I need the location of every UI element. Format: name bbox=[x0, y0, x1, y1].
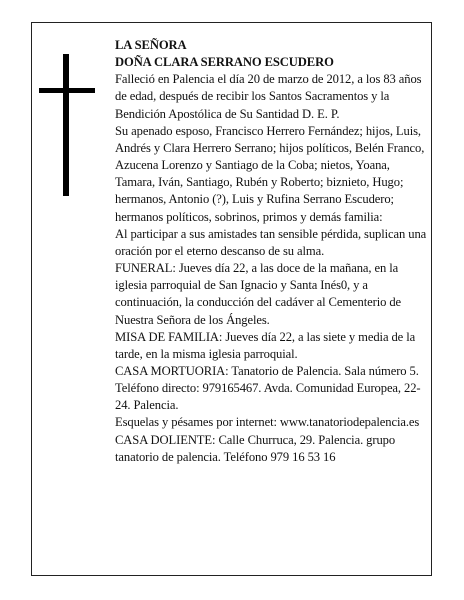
family-paragraph: Su apenado esposo, Francisco Herrero Fernández; hijos, Luis, Andrés y Clara Herrero Serrano; hijos políticos, Belén Franco, Azucena Lorenzo y Santiago de la Coba; nietos, Yoana, Tamara, Iván, Santiago, Rubén y Roberto; biznieto, Hugo; hermanos, Antonio (?), Luis y Rufina Serrano Escudero; hermanos políticos, sobrinos, primos y demás familia: bbox=[115, 123, 425, 224]
funeral-home-paragraph: CASA MORTUORIA: Tanatorio de Palencia. Sala número 5. Teléfono directo: 979165467. Avda. Comunidad Europea, 22-24. Palencia. bbox=[115, 363, 421, 413]
notice-title: LA SEÑORA bbox=[115, 38, 187, 52]
cross-icon bbox=[39, 54, 95, 196]
online-condolences-paragraph: Esquelas y pésames por internet: www.tanatoriodepalencia.es bbox=[115, 415, 420, 430]
cross-vertical-bar bbox=[63, 54, 69, 196]
family-home-paragraph: CASA DOLIENTE: Calle Churruca, 29. Palencia. grupo tanatorio de palencia. Teléfono 979 16 53 16 bbox=[115, 432, 396, 464]
death-details-paragraph: Falleció en Palencia el día 20 de marzo de 2012, a los 83 años de edad, después de recibir los Santos Sacramentos y la Bendición Apostólica de Su Santidad D. E. P. bbox=[115, 72, 422, 121]
cross-horizontal-bar bbox=[39, 88, 95, 93]
family-mass-paragraph: MISA DE FAMILIA: Jueves día 22, a las siete y media de la tarde, en la misma iglesia parroquial. bbox=[115, 329, 416, 361]
prayer-request-paragraph: Al participar a sus amistades tan sensible pérdida, suplican una oración por el eterno descanso de su alma. bbox=[115, 226, 427, 258]
notice-text bbox=[115, 37, 427, 466]
deceased-name: DOÑA CLARA SERRANO ESCUDERO bbox=[115, 55, 334, 70]
funeral-paragraph: FUNERAL: Jueves día 22, a las doce de la mañana, en la iglesia parroquial de San Ignacio y Santa Inés0, y a continuación, la conducción del cadáver al Cementerio de Nuestra Señora de los Ángeles. bbox=[115, 261, 402, 327]
